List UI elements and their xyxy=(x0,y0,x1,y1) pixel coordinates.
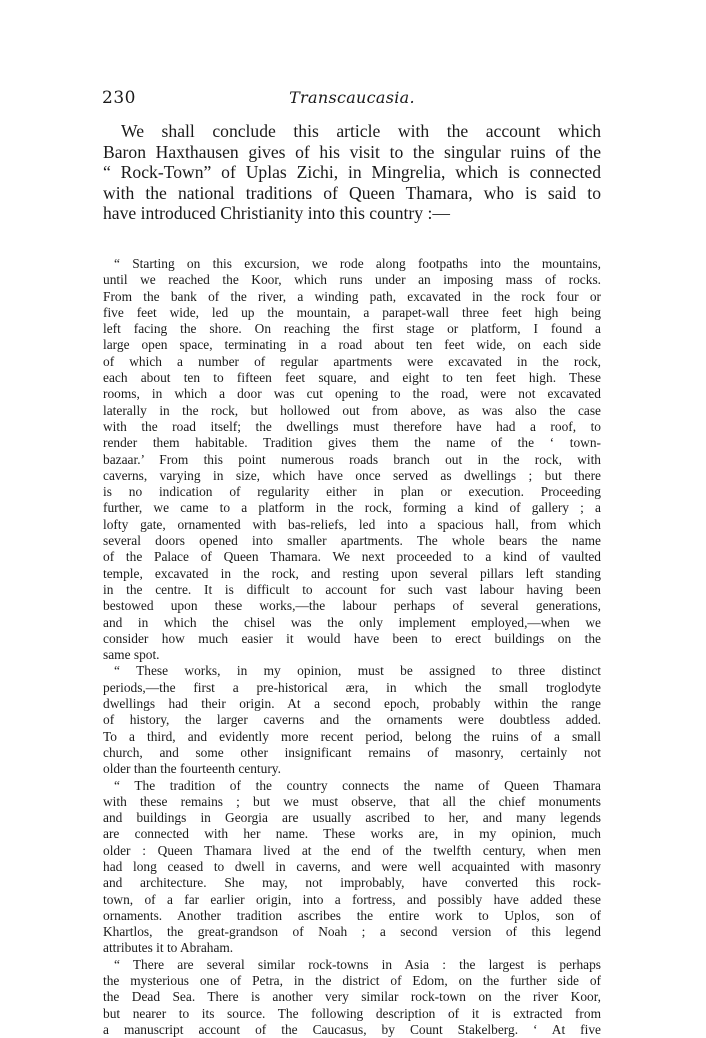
intro-line: We shall conclude this article with the account which xyxy=(121,121,601,141)
quote-line: the Dead Sea. There is another very similar rock-town on the river Koor, xyxy=(103,989,601,1005)
quote-line: left facing the shore. On reaching the first stage or platform, I found a xyxy=(103,321,601,337)
quote-line: caverns, varying in size, which have once served as dwellings ; but there xyxy=(103,467,601,483)
quote-line: Khartlos, the great-grandson of Noah ; a second version of this legend xyxy=(103,924,601,940)
quote-line: render them habitable. Tradition gives them the name of the ‘ town- xyxy=(103,435,601,451)
intro-paragraph xyxy=(103,121,601,224)
quote-line: until we reached the Koor, which runs under an imposing mass of rocks. xyxy=(103,272,601,288)
quote-line: with these remains ; but we must observe, that all the chief monuments xyxy=(103,793,601,809)
running-head: Transcaucasia. xyxy=(289,88,415,107)
quote-line: with the road itself; the dwellings must therefore have had a roof, to xyxy=(103,418,601,434)
quote-line: and architecture. She may, not improbably, have converted this rock- xyxy=(103,875,601,891)
quote-line: “ There are several similar rock-towns in Asia : the largest is perhaps xyxy=(114,956,601,972)
quote-line: church, and some other insignificant remains of masonry, certainly not xyxy=(103,744,601,760)
quote-line: older than the fourteenth century. xyxy=(103,761,281,777)
quote-line: of history, the larger caverns and the ornaments were doubtless added. xyxy=(103,712,601,728)
page-header xyxy=(102,88,602,112)
intro-line: have introduced Christianity into this country :— xyxy=(103,203,450,223)
quote-line: and buildings in Georgia are usually ascribed to her, and many legends xyxy=(103,810,601,826)
quote-line: the mysterious one of Petra, in the district of Edom, on the further side of xyxy=(103,973,601,989)
quote-line: dwellings had their origin. At a second epoch, probably within the range xyxy=(103,696,601,712)
quote-line: lofty gate, ornamented with bas-reliefs, led into a spacious hall, from which xyxy=(103,516,601,532)
quote-line: but nearer to its source. The following description of it is extracted from xyxy=(103,1005,601,1021)
quote-line: of the Palace of Queen Thamara. We next proceeded to a kind of vaulted xyxy=(103,549,601,565)
quote-line: ornaments. Another tradition ascribes the entire work to Uplos, son of xyxy=(103,907,601,923)
page-number: 230 xyxy=(102,88,136,108)
quote-line: in the centre. It is difficult to account for such vast labour having been xyxy=(103,581,601,597)
quote-line: periods,—the first a pre-historical æra, in which the small troglodyte xyxy=(103,679,601,695)
intro-line: with the national traditions of Queen Thamara, who is said to xyxy=(103,182,601,203)
quote-line: rooms, in which a door was cut opening to the road, were not excavated xyxy=(103,386,601,402)
quote-line: bestowed upon these works,—the labour perhaps of several generations, xyxy=(103,598,601,614)
quote-line: To a third, and evidently more recent period, belong the ruins of a small xyxy=(103,728,601,744)
quote-line: large open space, terminating in a road about ten feet wide, on each side xyxy=(103,337,601,353)
quote-line: town, of a far earlier origin, into a fortress, and possibly have added these xyxy=(103,891,601,907)
quote-line: several doors opened into smaller apartments. The whole bears the name xyxy=(103,533,601,549)
quote-line: further, we came to a platform in the rock, forming a kind of gallery ; a xyxy=(103,500,601,516)
quote-line: had long ceased to dwell in caverns, and were well acquainted with masonry xyxy=(103,858,601,874)
quote-line: are connected with her name. These works are, in my opinion, much xyxy=(103,826,601,842)
quote-line: five feet wide, led up the mountain, a parapet-wall three feet high being xyxy=(103,304,601,320)
quote-line: “ Starting on this excursion, we rode along footpaths into the mountains, xyxy=(114,256,601,271)
quote-line: consider how much easier it would have been to erect buildings on the xyxy=(103,630,601,646)
quote-line: same spot. xyxy=(103,647,160,663)
quote-line: laterally in the rock, but hollowed out from above, as was also the case xyxy=(103,402,601,418)
quoted-passage xyxy=(103,256,601,1038)
quote-line: is no indication of regularity either in plan or execution. Proceeding xyxy=(103,484,601,500)
quote-line: a manuscript account of the Caucasus, by Count Stakelberg. ‘ At five xyxy=(103,1021,601,1037)
intro-line: Baron Haxthausen gives of his visit to the singular ruins of the xyxy=(103,141,601,162)
intro-line: “ Rock-Town” of Uplas Zichi, in Mingrelia, which is connected xyxy=(103,162,601,182)
quote-line: temple, excavated in the rock, and resting upon several pillars left standing xyxy=(103,565,601,581)
quote-line: of which a number of regular apartments were excavated in the rock, xyxy=(103,353,601,369)
quote-line: “ The tradition of the country connects the name of Queen Thamara xyxy=(114,777,601,793)
quote-line: From the bank of the river, a winding path, excavated in the rock four or xyxy=(103,288,601,304)
quote-line: each about ten to fifteen feet square, and eight to ten feet high. These xyxy=(103,370,601,386)
quote-line: “ These works, in my opinion, must be assigned to three distinct xyxy=(114,663,601,679)
quote-line: attributes it to Abraham. xyxy=(103,940,234,956)
quote-line: bazaar.’ From this point numerous roads branch out in the rock, with xyxy=(103,451,601,467)
quote-line: and in which the chisel was the only implement employed,—when we xyxy=(103,614,601,630)
quote-line: older : Queen Thamara lived at the end of the twelfth century, when men xyxy=(103,842,601,858)
